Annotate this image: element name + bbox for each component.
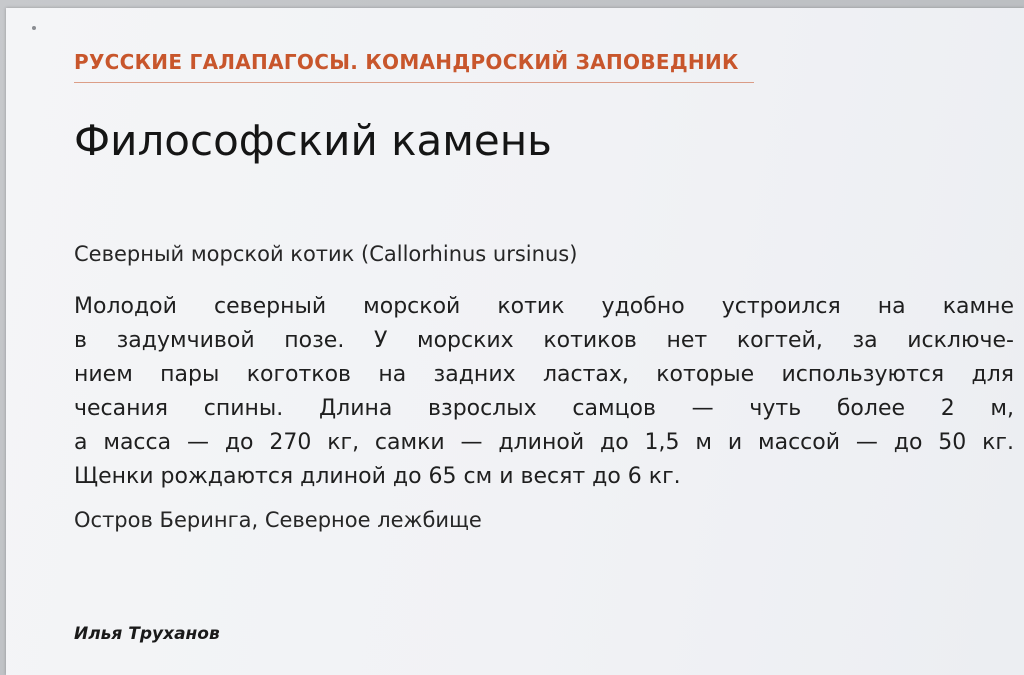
description-text <box>74 290 1014 494</box>
description-line: нием пары коготков на задних ластах, которые используются для <box>74 362 1014 387</box>
photo-title: Философский камень <box>74 116 552 165</box>
photo-location: Остров Беринга, Северное лежбище <box>74 508 482 532</box>
description-line: в задумчивой позе. У морских котиков нет когтей, за исключе- <box>74 328 1014 353</box>
description-line: а масса — до 270 кг, самки — длиной до 1,5 м и массой — до 50 кг. <box>74 430 1014 455</box>
photo-author: Илья Труханов <box>74 624 220 644</box>
species-name: Северный морской котик (Callorhinus ursinus) <box>74 242 578 266</box>
rubric-underline <box>74 82 754 83</box>
description-line: Щенки рождаются длиной до 65 см и весят до 6 кг. <box>74 464 681 489</box>
exhibition-rubric: РУССКИЕ ГАЛАПАГОСЫ. КОМАНДРОСКИЙ ЗАПОВЕДНИК <box>74 50 739 74</box>
exhibit-label-card <box>6 8 1024 675</box>
description-line: Молодой северный морской котик удобно устроился на камне <box>74 294 1014 319</box>
mounting-dot <box>32 26 36 30</box>
description-line: чесания спины. Длина взрослых самцов — чуть более 2 м, <box>74 396 1014 421</box>
